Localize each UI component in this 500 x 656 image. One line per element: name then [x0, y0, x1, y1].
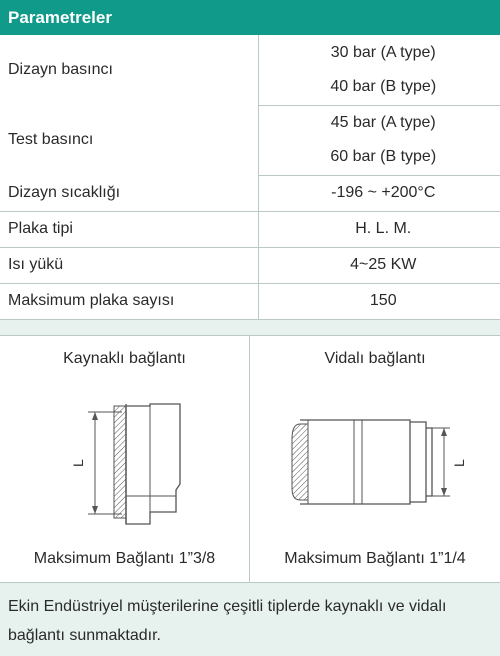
threaded-connection-caption: Maksimum Bağlantı 1”1/4 — [284, 550, 466, 567]
threaded-fitting-outline — [300, 420, 410, 504]
welded-fitting-outline — [126, 404, 180, 524]
param-label-plate-type: Plaka tipi — [0, 211, 258, 247]
param-value: H. L. M. — [258, 211, 500, 247]
section-divider — [0, 319, 500, 336]
param-value: -196 ~ +200°C — [258, 175, 500, 211]
arrowhead-icon — [92, 412, 98, 420]
arrowhead-icon — [441, 488, 447, 496]
dimension-label: L — [451, 459, 467, 467]
footer-note — [0, 582, 500, 656]
dimension-label: L — [70, 459, 86, 467]
param-label-heat-load: Isı yükü — [0, 247, 258, 283]
threaded-connection-title: Vidalı bağlantı — [324, 350, 426, 367]
arrowhead-icon — [92, 506, 98, 514]
fitting-step-outline — [410, 422, 426, 502]
welded-connection-panel — [0, 336, 250, 582]
section-title: Parametreler — [8, 8, 112, 27]
arrowhead-icon — [441, 428, 447, 436]
param-label-max-plate-count: Maksimum plaka sayısı — [0, 283, 258, 319]
fitting-step-outline — [426, 428, 432, 496]
param-value: 150 — [258, 283, 500, 319]
table-row — [0, 283, 500, 319]
param-value: 30 bar (A type) — [330, 43, 436, 61]
table-row — [0, 105, 500, 140]
section-header — [0, 0, 500, 35]
footer-text: Ekin Endüstriyel müşterilerine çeşitli tiplerde kaynaklı ve vidalı bağlantı sunmaktadır. — [8, 598, 447, 644]
param-value: 40 bar (B type) — [258, 70, 500, 105]
threaded-connection-drawing — [250, 384, 500, 544]
welded-connection-title: Kaynaklı bağlantı — [63, 350, 186, 367]
welded-wall-section — [114, 406, 126, 518]
param-value: 45 bar (A type) — [330, 113, 436, 131]
table-row — [0, 175, 500, 211]
threaded-wall-section — [292, 424, 308, 500]
param-value: 4~25 KW — [258, 247, 500, 283]
parameters-table — [0, 35, 500, 320]
threaded-connection-panel — [250, 336, 500, 582]
table-row — [0, 35, 500, 70]
welded-connection-drawing — [0, 384, 250, 544]
table-row — [0, 211, 500, 247]
param-label-test-pressure: Test basıncı — [0, 105, 258, 175]
welded-connection-caption: Maksimum Bağlantı 1”3/8 — [33, 550, 216, 567]
param-label-design-temperature: Dizayn sıcaklığı — [0, 175, 258, 211]
table-row — [0, 247, 500, 283]
param-value: 60 bar (B type) — [258, 140, 500, 175]
param-label-design-pressure: Dizayn basıncı — [0, 35, 258, 105]
